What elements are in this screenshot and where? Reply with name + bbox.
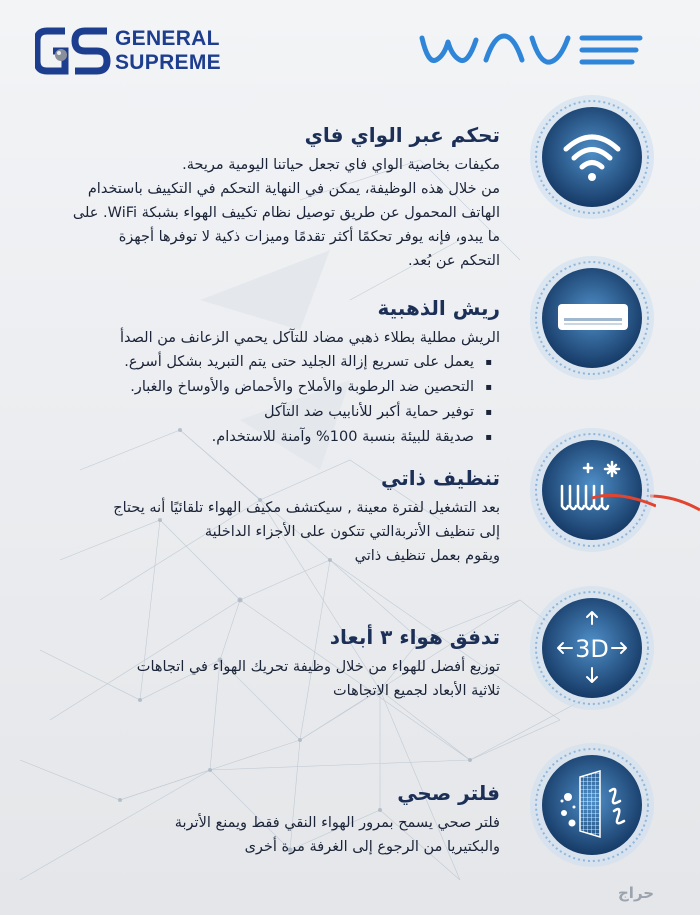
header: [0, 0, 700, 95]
list-item: ▪ التحصين ضد الرطوبة والأملاح والأحماض والأوساخ والغبار.: [40, 375, 492, 400]
section-title: تنظيف ذاتي: [381, 466, 500, 490]
gs-monogram-icon: [35, 25, 113, 77]
list-item: ▪ صديقة للبيئة بنسبة 100% وآمنة للاستخدام.: [40, 425, 492, 450]
section-self-clean: [40, 466, 500, 568]
section-line: فلتر صحي يسمح بمرور الهواء النقي فقط ويمنع الأتربة: [174, 815, 500, 831]
section-line: من خلال هذه الوظيفة، يمكن في النهاية التحكم في التكييف باستخدام: [87, 181, 500, 197]
section-intro: الريش مطلية بطلاء ذهبي مضاد للتآكل يحمي الزعانف من الصدأ: [119, 330, 500, 346]
section-line: بعد التشغيل لفترة معينة , سيكتشف مكيف الهواء تلقائيًا أنه يحتاج: [113, 500, 500, 516]
wifi-badge: [528, 93, 656, 221]
section-line: ثلاثية الأبعاد لجميع الاتجاهات: [333, 683, 500, 699]
health-filter-badge: [528, 741, 656, 869]
section-golden-fins: [40, 296, 500, 450]
ac-unit-icon: [558, 304, 628, 330]
red-accent-line: [650, 478, 700, 518]
brand-line-1: GENERAL: [115, 27, 220, 50]
brand-name: [115, 27, 221, 75]
section-3d-airflow: [40, 625, 500, 703]
section-title: تدفق هواء ٣ أبعاد: [329, 625, 500, 649]
section-line: توزيع أفضل للهواء من خلال وظيفة تحريك الهواء في اتجاهات: [136, 659, 500, 675]
list-item: ▪ توفير حماية أكبر للأنابيب ضد التآكل: [40, 400, 492, 425]
3d-airflow-badge: [528, 584, 656, 712]
ac-unit-badge: [528, 254, 656, 382]
bullet-list: [40, 350, 500, 450]
section-line: الهاتف المحمول عن طريق توصيل نظام تكييف الهواء بشبكة WiFi. على: [72, 205, 500, 221]
brand-line-2: SUPREME: [115, 51, 221, 74]
section-line: والبكتيريا من الرجوع إلى الغرفة مرة أخرى: [244, 839, 500, 855]
section-line: ما يبدو، فإنه يوفر تحكمًا أكثر تقدمًا وميزات ذكية لا توفرها أجهزة: [118, 229, 500, 245]
3d-label: 3D: [575, 635, 609, 663]
section-health-filter: [40, 781, 500, 859]
self-clean-badge: [528, 426, 656, 554]
section-title: فلتر صحي: [397, 781, 500, 805]
section-line: إلى تنظيف الأتربةالتي تتكون على الأجزاء الداخلية: [204, 524, 500, 540]
section-line: التحكم عن بُعد.: [408, 253, 500, 269]
wave-logo: [418, 30, 648, 70]
section-line: مكيفات بخاصية الواي فاي تجعل حياتنا اليومية مريحة.: [182, 157, 500, 173]
section-line: ويقوم بعمل تنظيف ذاتي: [354, 548, 500, 564]
list-item: ▪ يعمل على تسريع إزالة الجليد حتى يتم التبريد بشكل أسرع.: [40, 350, 492, 375]
section-title: ريش الذهبية: [377, 296, 500, 320]
section-title: تحكم عبر الواي فاي: [304, 123, 500, 147]
general-supreme-logo: [35, 25, 245, 80]
haraj-watermark: حراج: [618, 884, 655, 902]
section-wifi: [40, 123, 500, 273]
